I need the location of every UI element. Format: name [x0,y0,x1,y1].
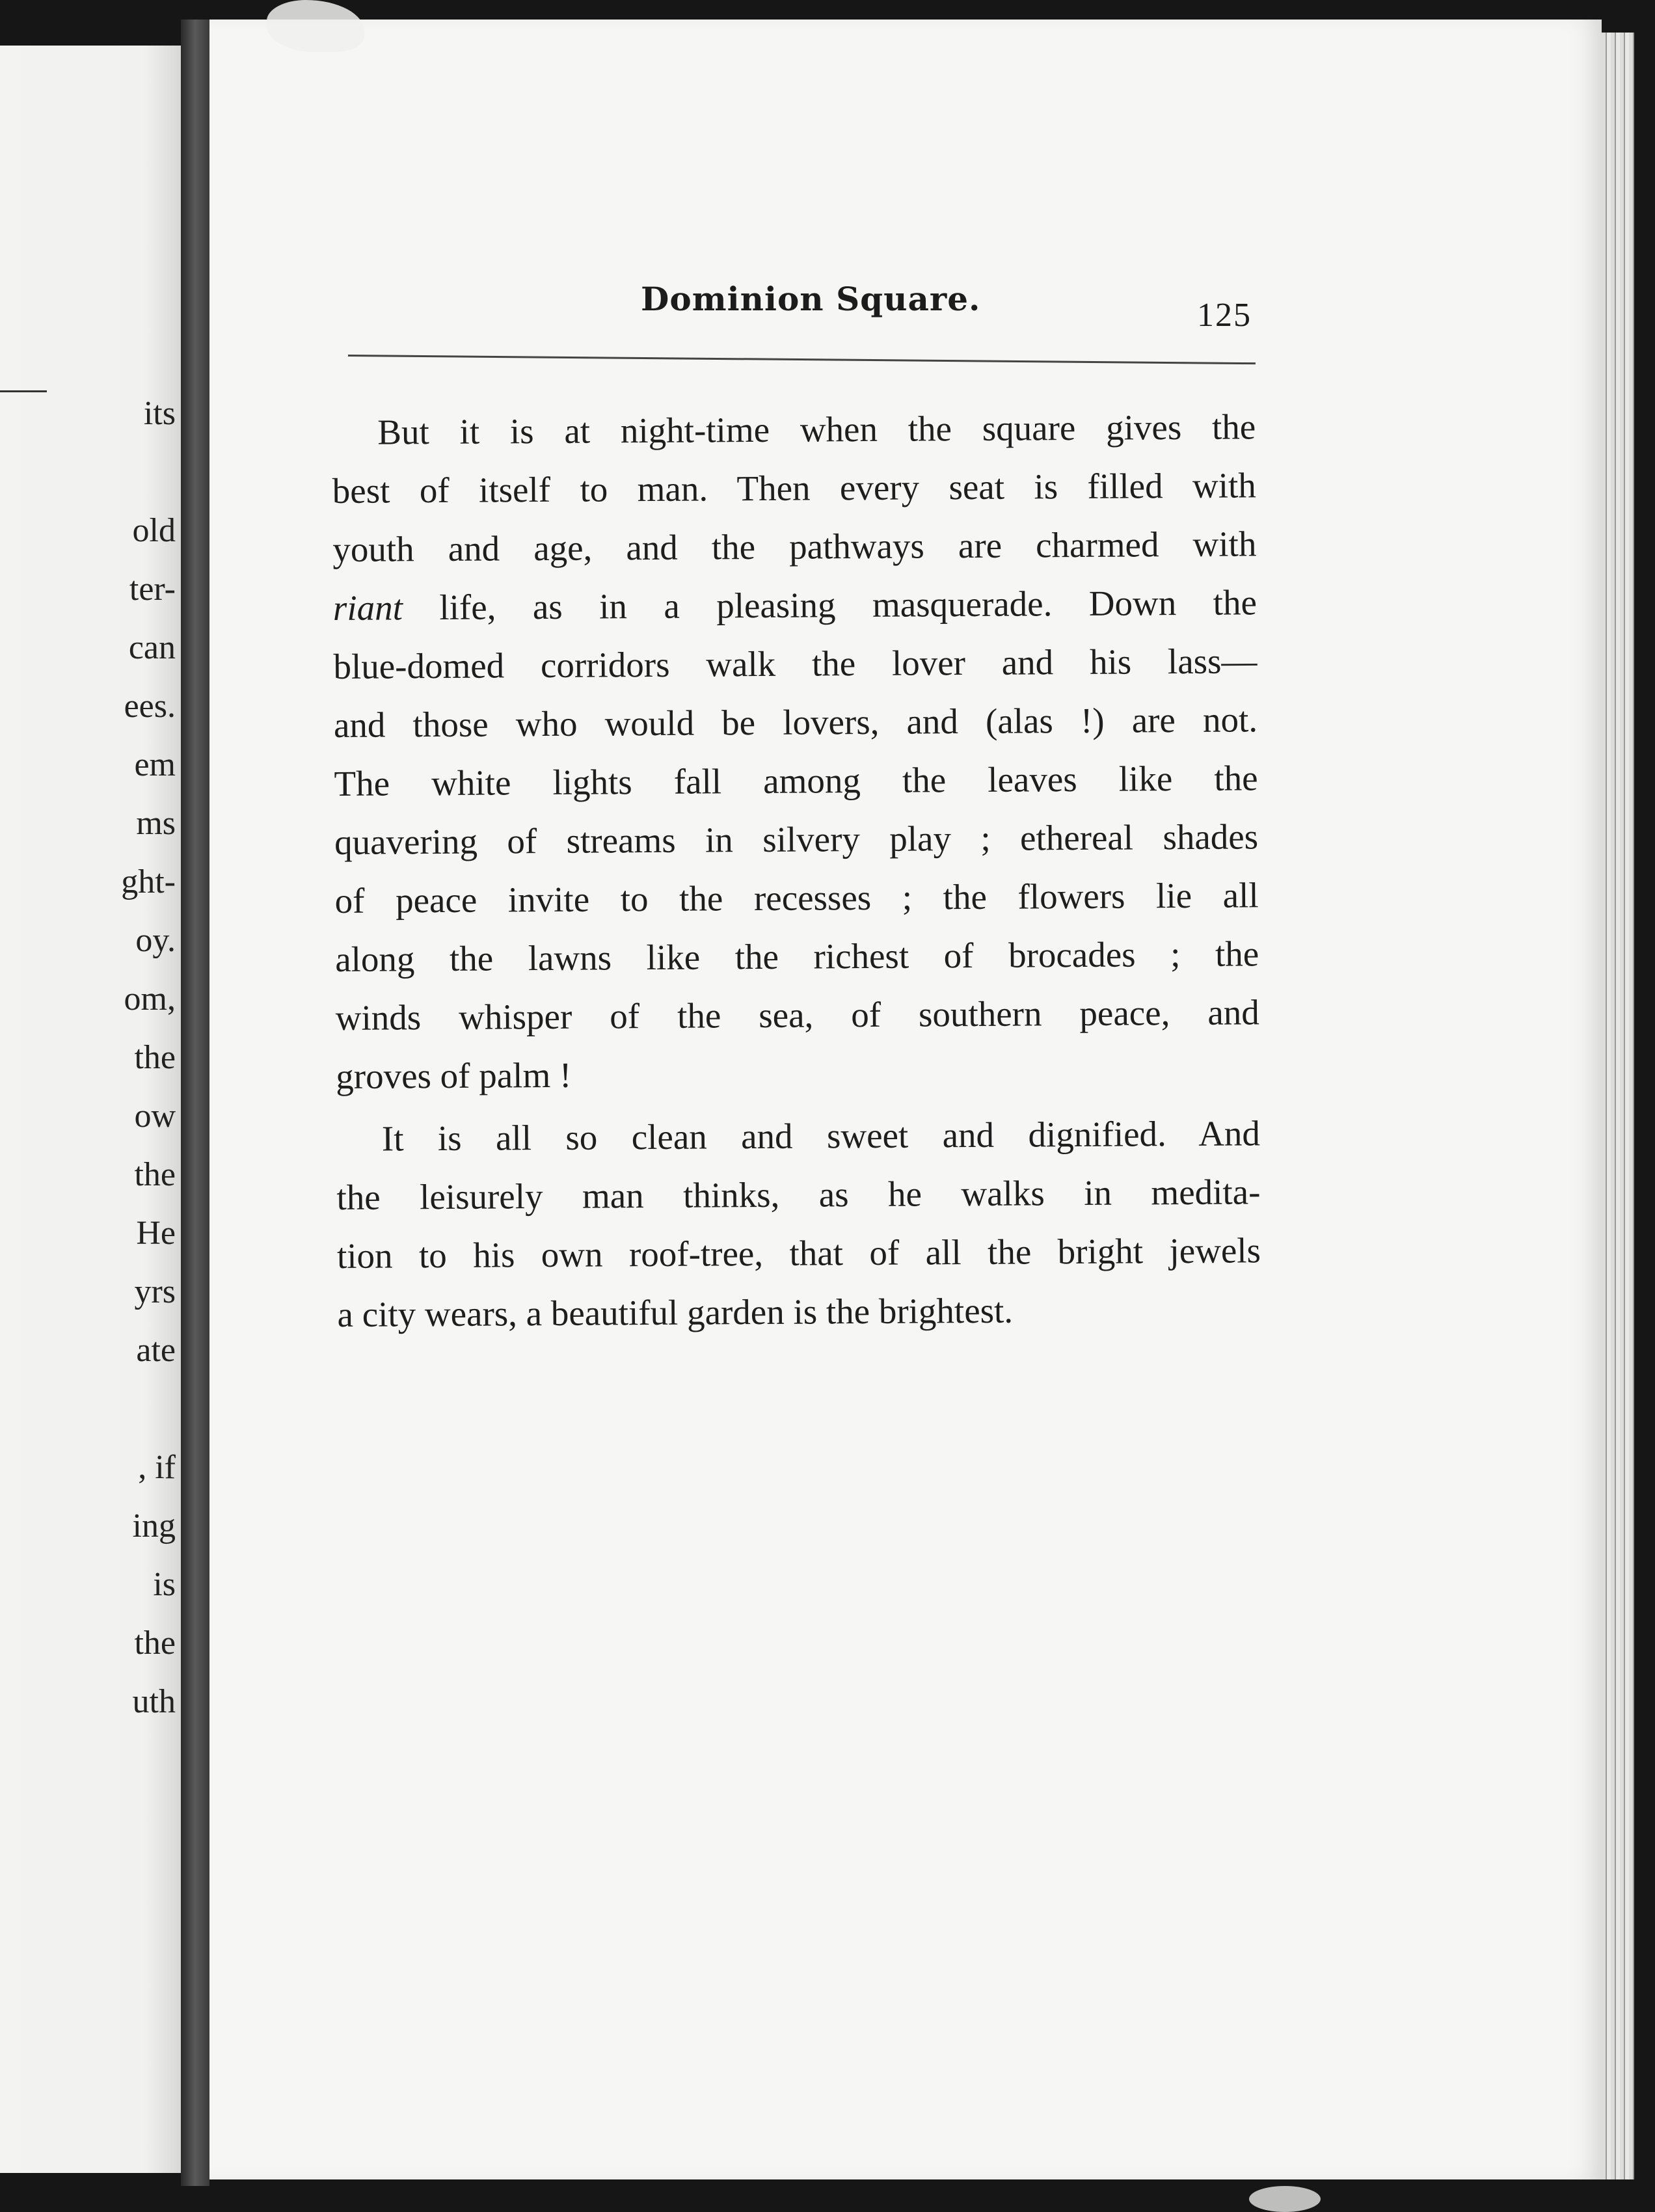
book-gutter [181,20,209,2186]
page-edges [1602,33,1634,2179]
left-line-fragment: om, [124,980,176,1018]
text-line: It is all so clean and sweet and dignified. And [381,1113,1261,1159]
left-line-fragment: oy. [135,922,176,959]
text-line: along the lawns like the richest of brocades ; the [335,934,1259,979]
text-line: But it is at night-time when the square gives the [377,407,1256,452]
facing-page-left [0,46,181,2173]
left-line-fragment: the [134,1039,176,1076]
page-number: 125 [1197,297,1252,334]
left-line-fragment: yrs [134,1273,176,1310]
text-line: quavering of streams in silvery play ; ethereal shades [334,816,1259,862]
left-line-fragment: its [143,395,176,432]
left-line-fragment: uth [132,1683,176,1720]
left-line-fragment: can [128,629,176,666]
italic-word: riant [332,587,403,628]
text-line: tion to his own roof-tree, that of all the bright jewels [336,1230,1261,1276]
paper-stain [1249,2186,1321,2212]
text-line: best of itself to man. Then every seat is filled with [332,465,1256,511]
left-line-fragment: the [134,1156,176,1193]
left-line-fragment: the [134,1625,176,1662]
left-line-fragment: ow [134,1098,176,1135]
paragraph [332,398,1260,1106]
left-line-fragment: ms [136,805,176,842]
text-line: The white lights fall among the leaves like the [334,758,1258,803]
left-line-fragment: ter- [129,571,176,608]
left-line-fragment: ees. [124,688,176,725]
left-line-fragment: old [132,512,176,549]
left-page-rule [0,390,47,392]
text-line [333,573,1258,638]
left-line-fragment: ate [136,1332,176,1369]
text-line: of peace invite to the recesses ; the flowers lie all [334,875,1259,921]
paragraph [336,1104,1261,1344]
text-line: winds whisper of the sea, of southern peace, and [335,992,1259,1038]
body-text [332,398,1261,1344]
left-line-fragment: , if [138,1449,176,1486]
text-run: life, as in a pleasing masquerade. Down the [402,582,1258,628]
running-head: Dominion Square. [641,280,981,318]
text-line: the leisurely man thinks, as he walks in medita- [336,1172,1261,1217]
text-line: blue-domed corridors walk the lover and his lass— [333,641,1258,686]
left-line-fragment: ing [132,1507,176,1544]
text-line: groves of palm ! [336,1055,572,1096]
text-line: a city wears, a beautiful garden is the brightest. [337,1290,1014,1334]
left-line-fragment: em [134,746,176,783]
left-line-fragment: He [136,1215,176,1252]
left-line-fragment: ght- [121,863,176,900]
text-line: and those who would be lovers, and (alas !) are not. [333,699,1258,745]
left-line-fragment: is [153,1566,176,1603]
text-line: youth and age, and the pathways are charmed with [332,524,1257,569]
